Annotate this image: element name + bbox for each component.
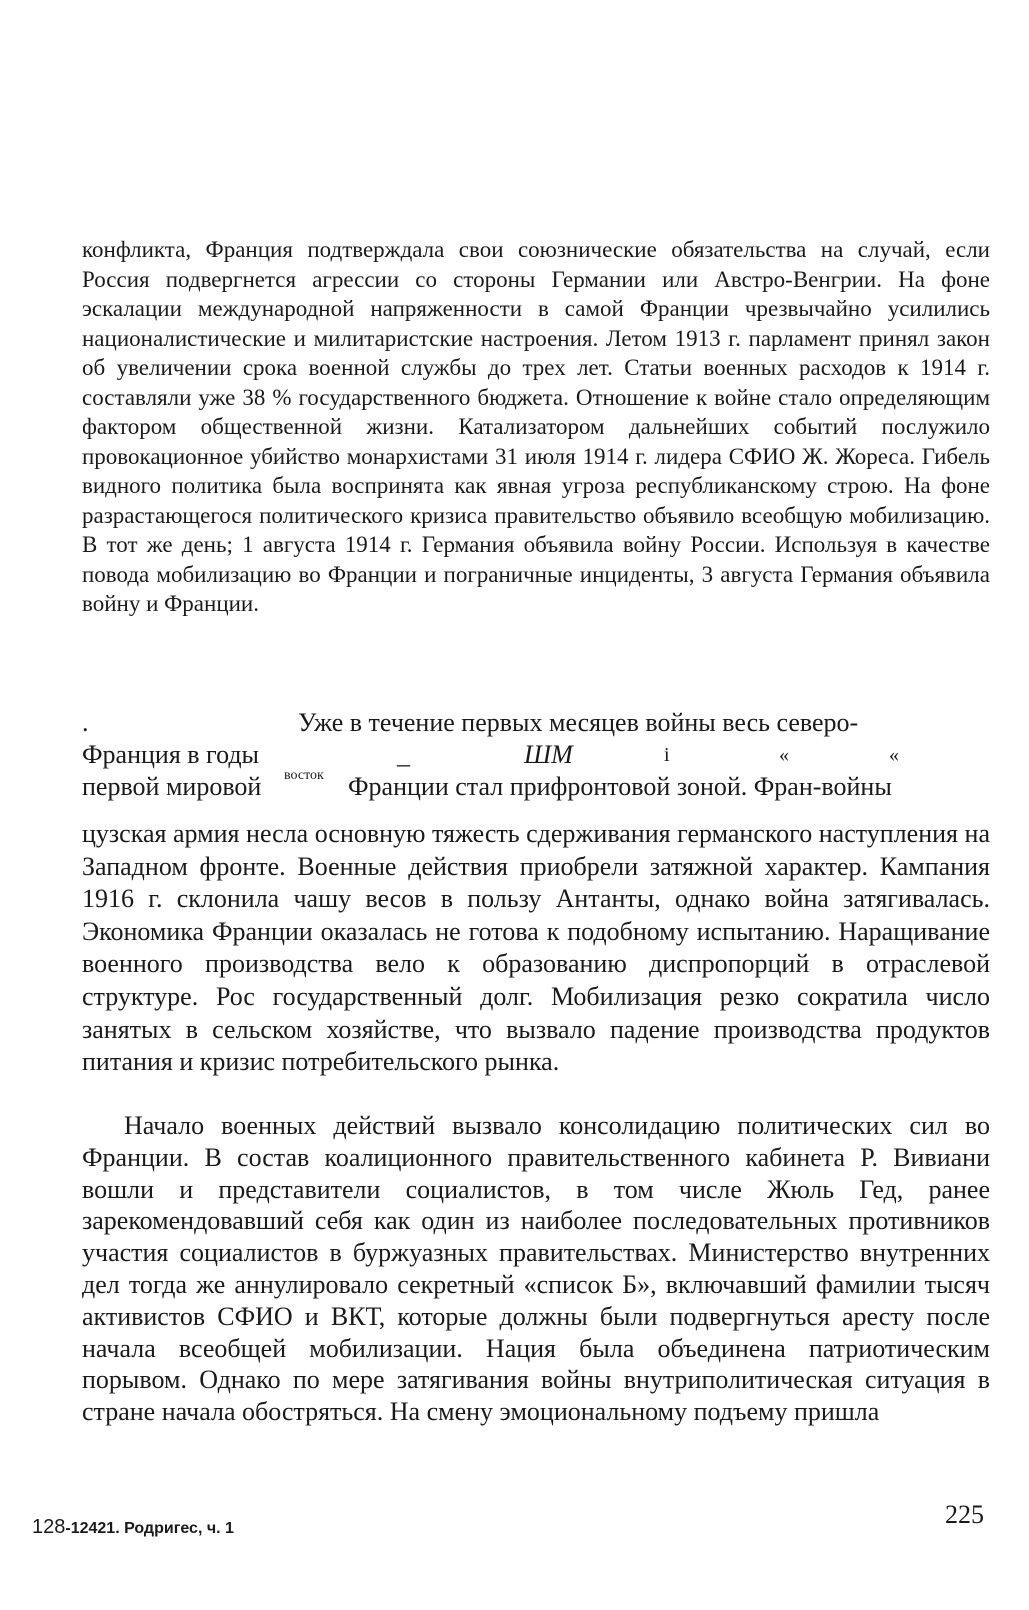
side-heading-part-2: первой мировой [82, 772, 262, 801]
body-line-northeast: Уже в течение первых месяцев войны весь северо- [298, 708, 859, 737]
scan-artifact-quote-2: « [889, 744, 899, 766]
body-text-block-1 [82, 235, 990, 619]
footer-sheet-code: 128 [32, 1516, 66, 1538]
superscript-vostok: восток [284, 768, 324, 783]
paragraph-3: Начало военных действий вызвало консолидацию политических сил во Франции. В состав коалиционного правительственного кабинета Р. Вивиани вошли и представители социалистов, в том числе Жюль Гед, ранее зарекомендовавший себя как один из наиболее последовательных противников участия социалистов в буржуазных правительствах. Министерство внутренних дел тогда же аннулировало секретный «список Б», включавший фамилии тысяч активистов СФИО и ВКТ, которые должны были подвергнуться аресту после начала всеобщей мобилизации. Нация была объединена патриотическим порывом. Однако по мере затягивания войны внутриполитическая ситуация в стране начала обостряться. На смену эмоциональному подъему пришла [82, 1111, 990, 1427]
scan-artifact-shm: ШМ [524, 740, 573, 769]
scan-artifact-underscore: _ [397, 740, 410, 769]
page-number: 225 [945, 1500, 984, 1529]
body-text-block-3 [82, 1110, 990, 1428]
scan-artifact-quote-1: « [779, 744, 789, 766]
footer-imprint-text: -12421. Родригес, ч. 1 [65, 1520, 234, 1537]
paragraph-2: цузская армия несла основную тяжесть сдерживания германского наступления на Западном фронте. Военные действия приобрели затяжной характер. Кампания 1916 г. склонила чашу весов в пользу Антанты, однако война затягивалась. Экономика Франции оказалась не готова к подобному испытанию. Наращивание военного производства вело к образованию диспропорций в отраслевой структуре. Рос государственный долг. Мобилизация резко сократила число занятых в сельском хозяйстве, что вызвало падение производства продуктов питания и кризис потребительского рынка. [82, 819, 990, 1077]
body-text-block-2 [82, 818, 990, 1079]
scan-artifact-i: i [664, 744, 670, 766]
side-heading-part-1: Франция в годы [82, 740, 260, 769]
footer-imprint [32, 1516, 234, 1539]
stray-dot: . [82, 708, 89, 737]
paragraph-1: конфликта, Франция подтверждала свои союзнические обязательства на случай, если Россия подвергнется агрессии со стороны Германии или Австро-Венгрии. На фоне эскалации международной напряженности в самой Франции чрезвычайно усилились националистические и милитаристские настроения. Летом 1913 г. парламент принял закон об увеличении срока военной службы до трех лет. Статьи военных расходов к 1914 г. составляли уже 38 % государственного бюджета. Отношение к войне стало определяющим фактором общественной жизни. Катализатором дальнейших событий послужило провокационное убийство монархистами 31 июля 1914 г. лидера СФИО Ж. Жореса. Гибель видного политика была воспринята как явная угроза республиканскому строю. На фоне разрастающегося политического кризиса правительство объявило всеобщую мобилизацию. В тот же день; 1 августа 1914 г. Германия объявила войну России. Используя в качестве повода мобилизацию во Франции и пограничные инциденты, 3 августа Германия объявила войну и Франции. [82, 237, 990, 616]
body-line-front-zone: Франции стал прифронтовой зоной. Фран-войны [348, 772, 892, 801]
